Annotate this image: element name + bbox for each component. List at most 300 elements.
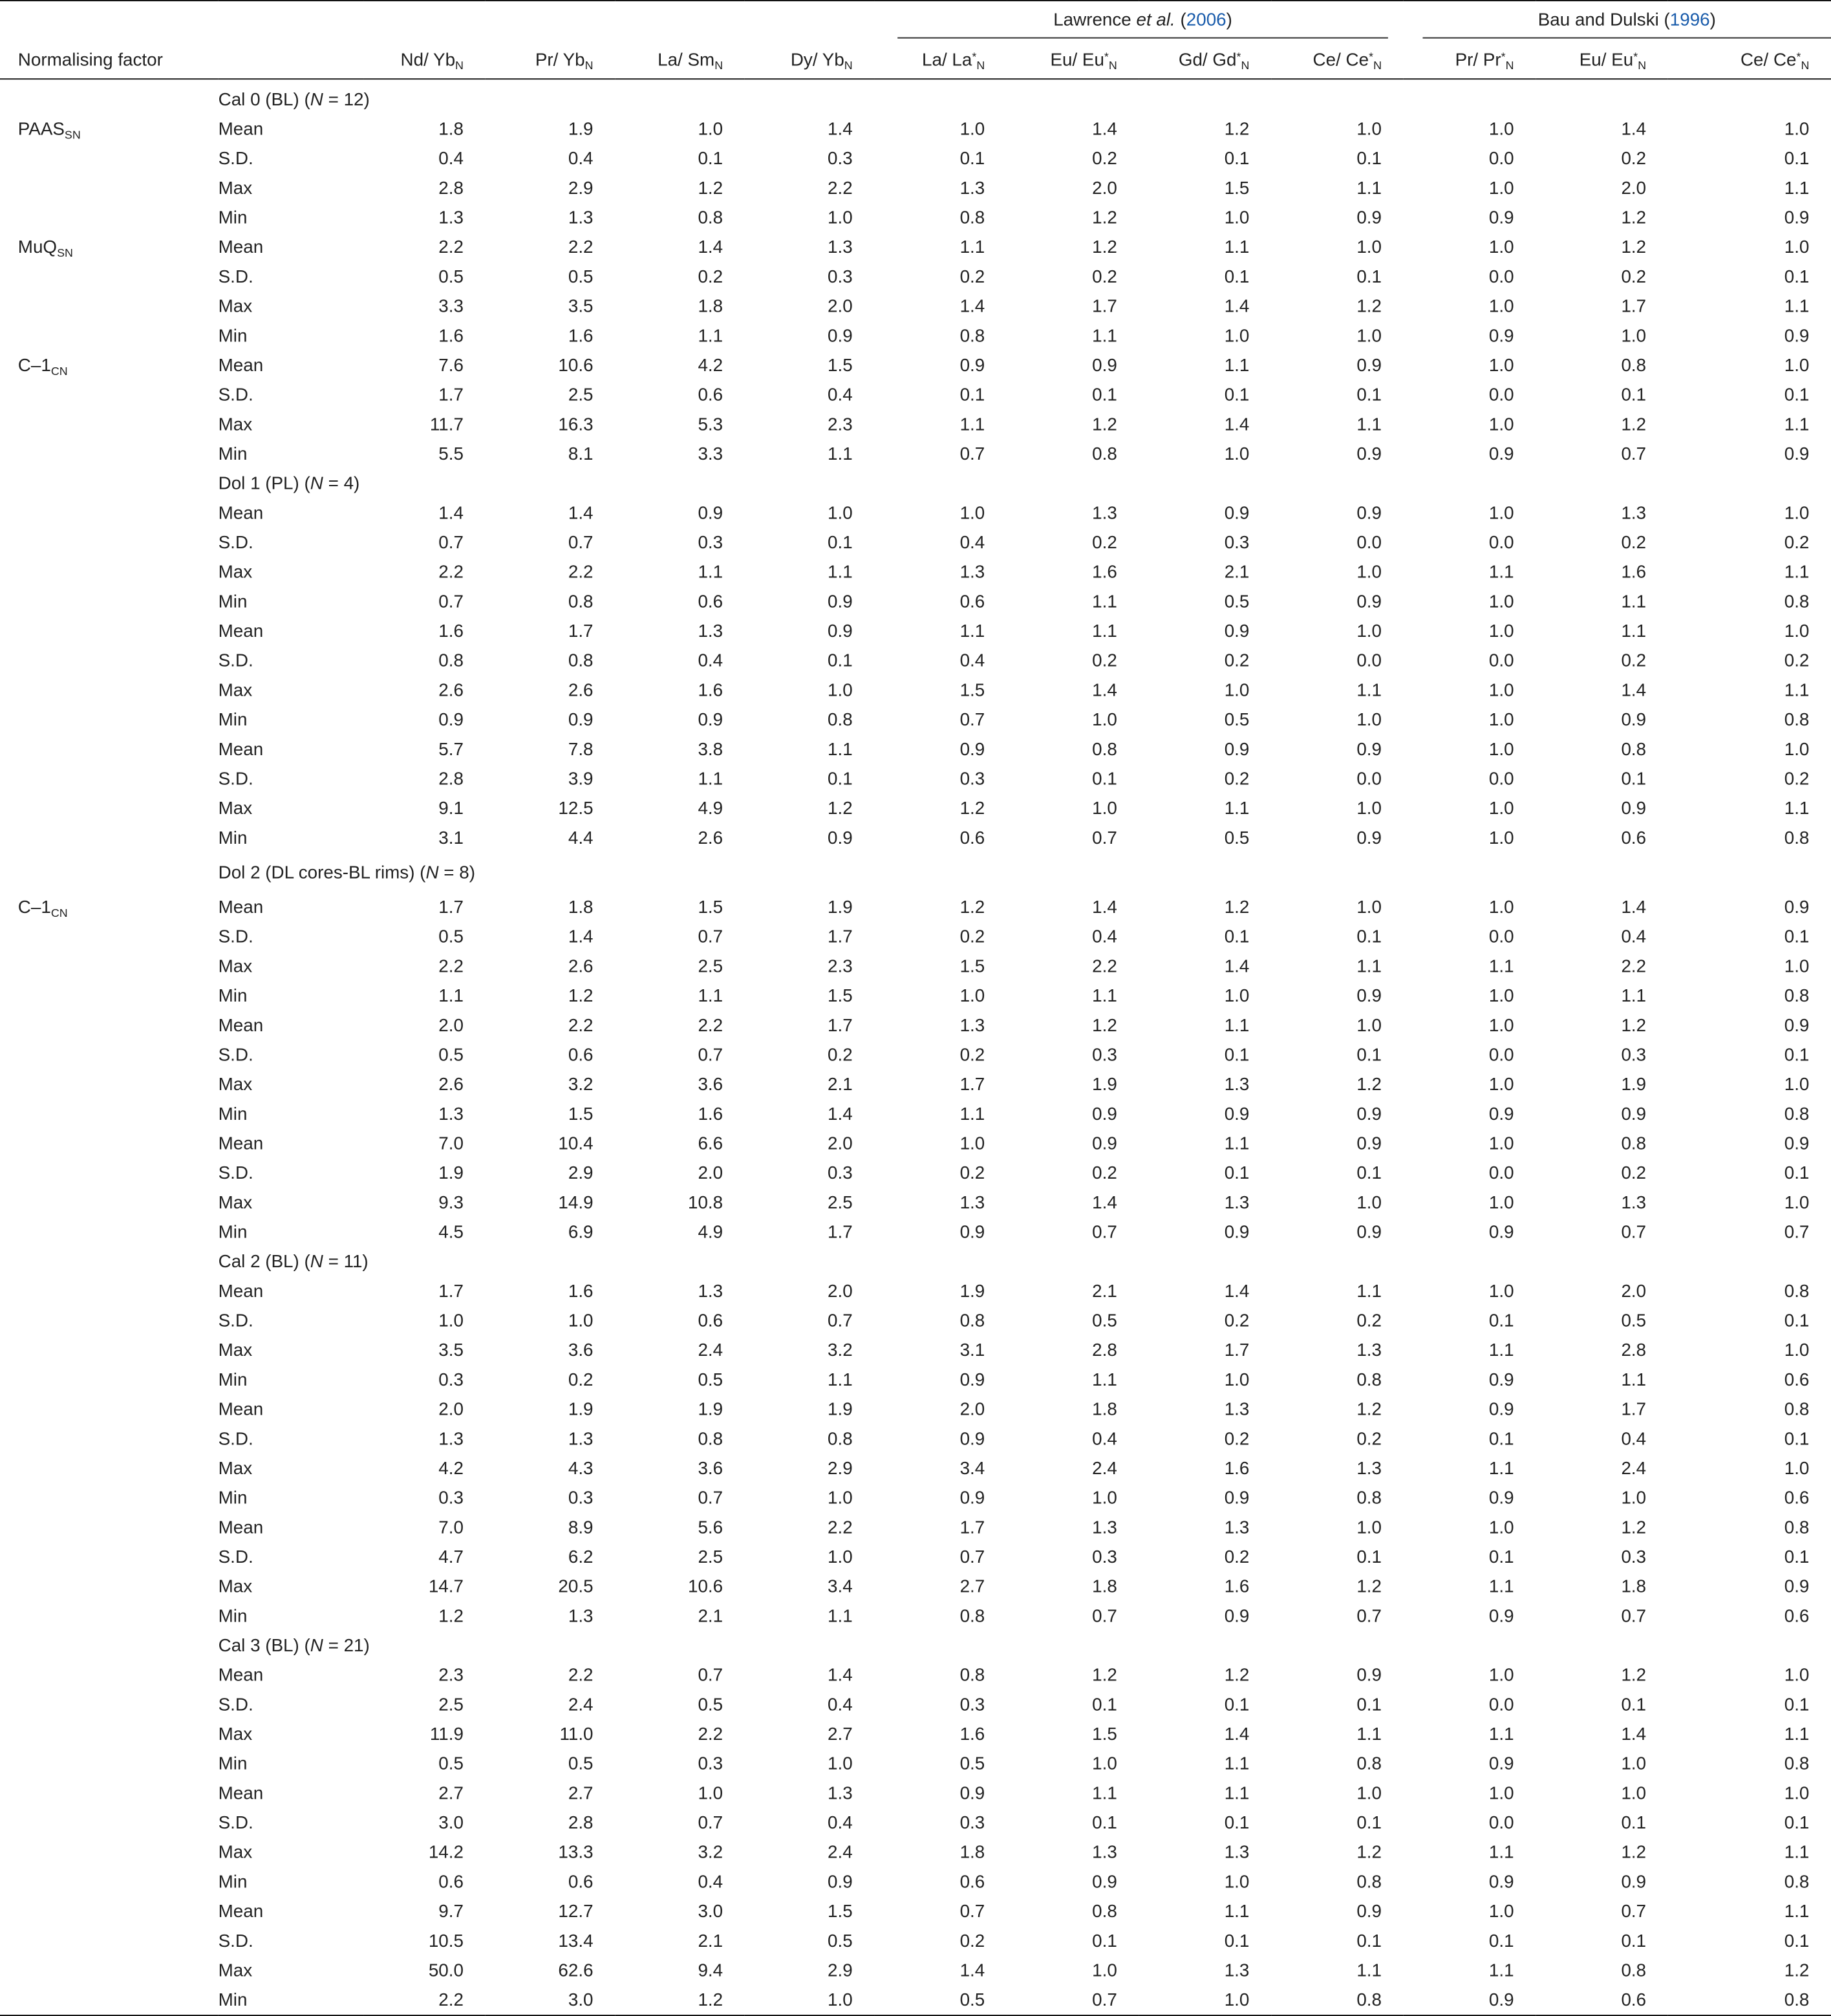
value-cell: 0.3: [1224, 531, 1250, 552]
value-cell: 1.1: [438, 985, 464, 1006]
value-cell: 6.6: [698, 1132, 723, 1153]
value-cell: 4.9: [698, 797, 723, 819]
stat-label: Mean: [218, 1664, 264, 1685]
value-cell: 1.1: [1784, 797, 1810, 819]
value-cell: 0.1: [1621, 767, 1647, 789]
stat-label: S.D.: [218, 147, 253, 169]
value-cell: 1.0: [438, 1309, 464, 1331]
value-cell: 0.8: [1784, 590, 1810, 612]
value-cell: 0.7: [1621, 443, 1647, 464]
value-cell: 0.3: [698, 531, 723, 552]
value-cell: 0.2: [959, 925, 985, 947]
value-cell: 0.9: [1224, 1486, 1250, 1508]
value-cell: 0.2: [1092, 147, 1117, 169]
value-cell: 0.2: [1784, 531, 1810, 552]
factor-cell: [0, 469, 219, 499]
value-cell: 0.1: [1784, 1309, 1810, 1331]
stat-label: Mean: [218, 118, 264, 139]
value-cell: 0.9: [1356, 443, 1382, 464]
factor-cell: [0, 1453, 219, 1483]
value-cell: 1.2: [1356, 1073, 1382, 1095]
table-row: [0, 705, 1831, 735]
value-cell: 0.8: [1784, 1102, 1810, 1124]
value-cell: 2.4: [1092, 1457, 1117, 1478]
value-cell: 1.0: [698, 1782, 723, 1803]
value-cell: 2.0: [1621, 177, 1647, 198]
value-cell: 0.9: [1092, 354, 1117, 375]
value-cell: 0.6: [1536, 1985, 1668, 2015]
value-cell: 1.1: [828, 561, 853, 582]
value-cell: 1.0: [1488, 679, 1514, 700]
value-cell: 1.4: [1224, 1280, 1250, 1301]
value-cell: 1.3: [828, 1782, 853, 1803]
value-cell: 1.1: [1356, 177, 1382, 198]
factor-cell: [0, 1779, 219, 1808]
value-cell: 1.0: [1488, 1073, 1514, 1095]
stat-label: S.D.: [218, 1309, 253, 1331]
value-cell: 1.1: [1092, 325, 1117, 346]
group-header-row: [0, 469, 1831, 499]
value-cell: 3.2: [698, 1841, 723, 1862]
stat-label: Max: [218, 1339, 253, 1360]
column-header-sub: N: [1801, 59, 1810, 72]
stat-label: Max: [218, 679, 253, 700]
value-cell: 0.6: [959, 826, 985, 848]
column-header: [874, 40, 1007, 80]
table-row: [0, 410, 1831, 440]
value-cell: 0.5: [1224, 826, 1250, 848]
value-cell: 1.3: [1356, 1457, 1382, 1478]
value-cell: 1.0: [1356, 118, 1382, 139]
value-cell: 1.0: [959, 1132, 985, 1153]
value-cell: 3.1: [438, 826, 464, 848]
value-cell: 1.7: [959, 1516, 985, 1538]
value-cell: 1.0: [1488, 896, 1514, 917]
factor-cell: [0, 1838, 219, 1867]
value-cell: 0.8: [438, 649, 464, 670]
value-cell: 3.0: [486, 1985, 616, 2015]
column-header: [1668, 40, 1831, 80]
value-cell: 1.3: [1621, 1192, 1647, 1212]
value-cell: 0.4: [1621, 925, 1647, 947]
value-cell: 9.7: [438, 1900, 464, 1922]
value-cell: 0.5: [1224, 709, 1250, 730]
value-cell: 0.6: [438, 1871, 464, 1892]
value-cell: 0.1: [1224, 1929, 1250, 1951]
value-cell: 1.0: [828, 1546, 853, 1567]
value-cell: 1.0: [828, 502, 853, 523]
value-cell: 0.1: [1621, 383, 1647, 405]
value-cell: 0.7: [438, 590, 464, 612]
value-cell: 1.0: [1356, 1014, 1382, 1035]
value-cell: 2.6: [438, 679, 464, 700]
value-cell: 1.0: [1356, 709, 1382, 730]
value-cell: 1.1: [1356, 413, 1382, 434]
factor-cell: [0, 1188, 219, 1217]
value-cell: 0.9: [1488, 206, 1514, 228]
value-cell: 2.5: [568, 383, 594, 405]
value-cell: 0.8: [1784, 709, 1810, 730]
value-cell: 1.2: [1784, 1959, 1810, 1980]
group-label-text: Dol 1 (PL) (: [218, 472, 310, 493]
value-cell: 0.9: [1621, 797, 1647, 819]
value-cell: 3.5: [438, 1339, 464, 1360]
value-cell: 1.4: [828, 118, 853, 139]
value-cell: 1.0: [1488, 620, 1514, 641]
value-cell: 1.2: [1621, 1664, 1647, 1685]
value-cell: 1.5: [698, 896, 723, 917]
table-row: [0, 1542, 1831, 1572]
group-header-row: [0, 1631, 1831, 1660]
value-cell: 1.0: [1488, 177, 1514, 198]
factor-cell: [0, 1602, 219, 1631]
stat-label: Min: [218, 1486, 248, 1508]
normalising-factor: MuQ: [17, 236, 58, 257]
value-cell: 0.9: [959, 354, 985, 375]
group-label-count: = 4): [323, 472, 360, 493]
value-cell: 2.7: [959, 1575, 985, 1596]
value-cell: 4.9: [698, 1221, 723, 1242]
stat-label: Mean: [218, 1014, 264, 1035]
value-cell: 1.0: [1784, 1457, 1810, 1478]
value-cell: 1.4: [1621, 896, 1647, 917]
factor-cell: [0, 499, 219, 528]
value-cell: 0.1: [1488, 1428, 1514, 1449]
column-header-main: Pr/ Yb: [535, 48, 585, 70]
column-header: [363, 40, 486, 80]
stat-label: Mean: [218, 1782, 264, 1803]
value-cell: 2.8: [568, 1812, 594, 1833]
factor-cell: [0, 114, 219, 144]
value-cell: 0.9: [959, 738, 985, 759]
value-cell: 0.9: [1784, 1575, 1810, 1596]
value-cell: 1.2: [1621, 236, 1647, 257]
value-cell: 0.1: [1784, 266, 1810, 286]
table-row: [0, 528, 1831, 557]
table-row: [0, 981, 1831, 1011]
factor-cell: [0, 232, 219, 262]
stat-label: Min: [218, 1102, 248, 1124]
value-cell: 3.8: [698, 738, 723, 759]
value-cell: 1.1: [1224, 1752, 1250, 1774]
value-cell: 1.0: [1784, 1782, 1810, 1803]
value-cell: 1.3: [959, 1192, 985, 1212]
value-cell: 1.0: [1621, 1782, 1647, 1803]
value-cell: 2.2: [438, 236, 464, 257]
factor-cell: [0, 144, 219, 173]
column-header-sup: *: [972, 50, 977, 63]
value-cell: 0.9: [1488, 325, 1514, 346]
value-cell: 0.2: [1092, 1162, 1117, 1183]
value-cell: 1.2: [1092, 206, 1117, 228]
value-cell: 1.3: [1224, 1073, 1250, 1095]
value-cell: 1.0: [1224, 325, 1250, 346]
value-cell: 1.6: [438, 620, 464, 641]
value-cell: 0.1: [1356, 266, 1382, 286]
value-cell: 8.1: [568, 443, 594, 464]
column-header-main: Ce/ Ce: [1312, 48, 1369, 70]
value-cell: 2.2: [568, 236, 594, 257]
value-cell: 0.6: [959, 1871, 985, 1892]
value-cell: 2.4: [698, 1339, 723, 1360]
citation-link-1996[interactable]: 1996: [1669, 8, 1710, 30]
value-cell: 0.8: [1092, 738, 1117, 759]
value-cell: 1.1: [1488, 1723, 1514, 1744]
column-header-sub: N: [714, 59, 723, 72]
value-cell: 1.0: [1092, 709, 1117, 730]
value-cell: 4.2: [698, 354, 723, 375]
value-cell: 1.4: [828, 1664, 853, 1685]
value-cell: 0.7: [698, 1812, 723, 1833]
value-cell: 1.1: [1488, 1575, 1514, 1596]
value-cell: 0.9: [1224, 620, 1250, 641]
value-cell: 2.2: [828, 177, 853, 198]
value-cell: 0.5: [698, 1693, 723, 1715]
value-cell: 1.9: [959, 1280, 985, 1301]
value-cell: 0.7: [959, 1546, 985, 1567]
table-row: [0, 1395, 1831, 1424]
value-cell: 0.0: [1488, 767, 1514, 789]
group-label: [219, 853, 1831, 893]
value-cell: 1.4: [1224, 413, 1250, 434]
value-cell: 1.1: [1621, 985, 1647, 1006]
value-cell: 3.2: [568, 1073, 594, 1095]
value-cell: 1.1: [1784, 295, 1810, 316]
column-header-sub: N: [1241, 59, 1250, 72]
value-cell: 2.6: [698, 826, 723, 848]
group-label-n: N: [310, 1250, 323, 1272]
value-cell: 0.0: [1356, 767, 1382, 789]
stat-label: Max: [218, 1575, 253, 1596]
value-cell: 4.7: [438, 1546, 464, 1567]
value-cell: 0.8: [1784, 1516, 1810, 1538]
citation-link-2006[interactable]: 2006: [1186, 8, 1226, 30]
value-cell: 0.9: [1621, 709, 1647, 730]
table-row: [0, 1217, 1831, 1247]
value-cell: 0.1: [1356, 1044, 1382, 1065]
column-header-sub: N: [1505, 59, 1514, 72]
value-cell: 0.2: [1224, 649, 1250, 670]
value-cell: 0.6: [568, 1044, 594, 1065]
table-row: [0, 114, 1831, 144]
value-cell: 2.2: [568, 1664, 594, 1685]
value-cell: 3.5: [568, 295, 594, 316]
value-cell: 1.9: [438, 1162, 464, 1183]
factor-cell: [0, 1247, 219, 1276]
value-cell: 10.6: [558, 354, 594, 375]
value-cell: 0.0: [1488, 1044, 1514, 1065]
value-cell: 2.9: [568, 1162, 594, 1183]
value-cell: 2.2: [363, 1985, 486, 2015]
stat-label: Min: [218, 443, 248, 464]
value-cell: 3.4: [828, 1575, 853, 1596]
value-cell: 0.0: [1488, 147, 1514, 169]
value-cell: 14.7: [428, 1575, 464, 1596]
value-cell: 0.1: [1356, 1693, 1382, 1715]
value-cell: 0.6: [959, 590, 985, 612]
value-cell: 0.9: [828, 620, 853, 641]
value-cell: 1.0: [1092, 1752, 1117, 1774]
value-cell: 0.1: [1784, 925, 1810, 947]
value-cell: 0.1: [959, 147, 985, 169]
value-cell: 0.9: [1356, 985, 1382, 1006]
factor-cell: [0, 823, 219, 853]
value-cell: 0.2: [959, 1044, 985, 1065]
value-cell: 0.9: [1488, 1752, 1514, 1774]
value-cell: 9.3: [438, 1192, 464, 1212]
value-cell: 2.4: [568, 1693, 594, 1715]
column-header: [1404, 40, 1536, 80]
value-cell: 0.9: [1356, 1102, 1382, 1124]
value-cell: 0.9: [1621, 1102, 1647, 1124]
stat-label: S.D.: [218, 383, 253, 405]
value-cell: 1.1: [1784, 1723, 1810, 1744]
value-cell: 0.8: [1784, 1871, 1810, 1892]
value-cell: 14.9: [558, 1192, 594, 1212]
value-cell: 1.1: [959, 236, 985, 257]
column-header-sub: N: [976, 59, 985, 72]
value-cell: 0.2: [1356, 1428, 1382, 1449]
value-cell: 1.1: [1784, 1841, 1810, 1862]
stat-label: S.D.: [218, 266, 253, 286]
value-cell: 1.2: [615, 1985, 745, 2015]
stat-label: Min: [218, 1752, 248, 1774]
column-header-main: Eu/ Eu: [1050, 48, 1104, 70]
table-row: [0, 1306, 1831, 1336]
value-cell: 1.7: [438, 1280, 464, 1301]
value-cell: 1.1: [959, 1102, 985, 1124]
stat-label: Mean: [218, 1132, 264, 1153]
value-cell: 2.6: [568, 955, 594, 976]
table-row: [0, 173, 1831, 203]
value-cell: 0.8: [1784, 826, 1810, 848]
table-row: [0, 1719, 1831, 1749]
value-cell: 0.7: [438, 531, 464, 552]
value-cell: 1.0: [1092, 1959, 1117, 1980]
value-cell: 0.9: [1784, 896, 1810, 917]
factor-cell: [0, 1572, 219, 1602]
value-cell: 0.4: [959, 531, 985, 552]
stat-label: Min: [218, 206, 248, 228]
value-cell: 1.4: [1224, 1723, 1250, 1744]
value-cell: 1.2: [1621, 1841, 1647, 1862]
value-cell: 0.7: [568, 531, 594, 552]
table-row: [0, 1335, 1831, 1365]
value-cell: 0.9: [1092, 1871, 1117, 1892]
value-cell: 1.1: [1092, 1369, 1117, 1389]
table-row: [0, 232, 1831, 262]
table-row: [0, 1276, 1831, 1306]
table-row: [0, 1069, 1831, 1099]
value-cell: 2.8: [438, 177, 464, 198]
value-cell: 0.7: [698, 1486, 723, 1508]
value-cell: 1.7: [828, 1221, 853, 1242]
value-cell: 1.0: [1488, 118, 1514, 139]
value-cell: 0.7: [1621, 1605, 1647, 1626]
factor-cell: [0, 1985, 219, 2015]
value-cell: 0.2: [568, 1369, 594, 1389]
group-header-bau-dulski: Bau and Dulski (1996): [1404, 1, 1831, 40]
value-cell: 1.1: [1488, 1339, 1514, 1360]
value-cell: 0.1: [1356, 1546, 1382, 1567]
value-cell: 6.9: [568, 1221, 594, 1242]
value-cell: 2.3: [828, 413, 853, 434]
value-cell: 0.1: [1224, 1812, 1250, 1833]
value-cell: 2.2: [698, 1723, 723, 1744]
value-cell: 1.4: [1621, 118, 1647, 139]
value-cell: 0.8: [1621, 1959, 1647, 1980]
column-header-main: Gd/ Gd: [1178, 48, 1237, 70]
value-cell: 1.7: [959, 1073, 985, 1095]
table-row: [0, 1956, 1831, 1986]
value-cell: 1.1: [1224, 1132, 1250, 1153]
table-row: [0, 203, 1831, 233]
value-cell: 0.8: [1092, 1900, 1117, 1922]
value-cell: 1.5: [959, 955, 985, 976]
value-cell: 0.7: [959, 1900, 985, 1922]
value-cell: 0.1: [1224, 266, 1250, 286]
table-row: [0, 350, 1831, 380]
value-cell: 0.2: [1224, 767, 1250, 789]
table-row: [0, 1188, 1831, 1217]
value-cell: 1.9: [1621, 1073, 1647, 1095]
value-cell: 1.2: [698, 177, 723, 198]
value-cell: 2.5: [698, 955, 723, 976]
value-cell: 0.9: [1356, 502, 1382, 523]
factor-cell: [0, 1335, 219, 1365]
value-cell: 14.2: [428, 1841, 464, 1862]
value-cell: 0.9: [1356, 738, 1382, 759]
stat-label: S.D.: [218, 1693, 253, 1715]
value-cell: 0.9: [568, 709, 594, 730]
value-cell: 1.0: [828, 1752, 853, 1774]
value-cell: 1.2: [1092, 1664, 1117, 1685]
value-cell: 1.0: [1224, 679, 1250, 700]
value-cell: 1.0: [1488, 709, 1514, 730]
value-cell: 1.7: [568, 620, 594, 641]
factor-cell: [0, 1808, 219, 1838]
value-cell: 10.4: [558, 1132, 594, 1153]
value-cell: 1.1: [1621, 620, 1647, 641]
value-cell: 0.8: [959, 206, 985, 228]
stat-label: Max: [218, 1457, 253, 1478]
value-cell: 1.0: [959, 118, 985, 139]
value-cell: 1.3: [1224, 1516, 1250, 1538]
value-cell: 2.1: [698, 1929, 723, 1951]
value-cell: 0.1: [1621, 1812, 1647, 1833]
value-cell: 0.9: [1356, 590, 1382, 612]
value-cell: 0.4: [1092, 1428, 1117, 1449]
table-row: [0, 499, 1831, 528]
factor-cell: [0, 646, 219, 676]
factor-cell: [0, 1660, 219, 1690]
value-cell: 11.0: [559, 1723, 594, 1744]
value-cell: 0.0: [1488, 1812, 1514, 1833]
value-cell: 1.1: [959, 413, 985, 434]
value-cell: 0.5: [1092, 1309, 1117, 1331]
value-cell: 1.2: [1092, 236, 1117, 257]
value-cell: 1.0: [1488, 354, 1514, 375]
value-cell: 0.9: [1621, 1871, 1647, 1892]
value-cell: 0.0: [1488, 649, 1514, 670]
value-cell: 0.9: [1092, 1132, 1117, 1153]
factor-cell: [0, 922, 219, 952]
group-header-lawrence: Lawrence et al. (2006): [874, 1, 1403, 40]
value-cell: 1.2: [568, 985, 594, 1006]
group-header-row: [0, 1247, 1831, 1276]
stat-label: S.D.: [218, 1546, 253, 1567]
table-row: [0, 144, 1831, 173]
